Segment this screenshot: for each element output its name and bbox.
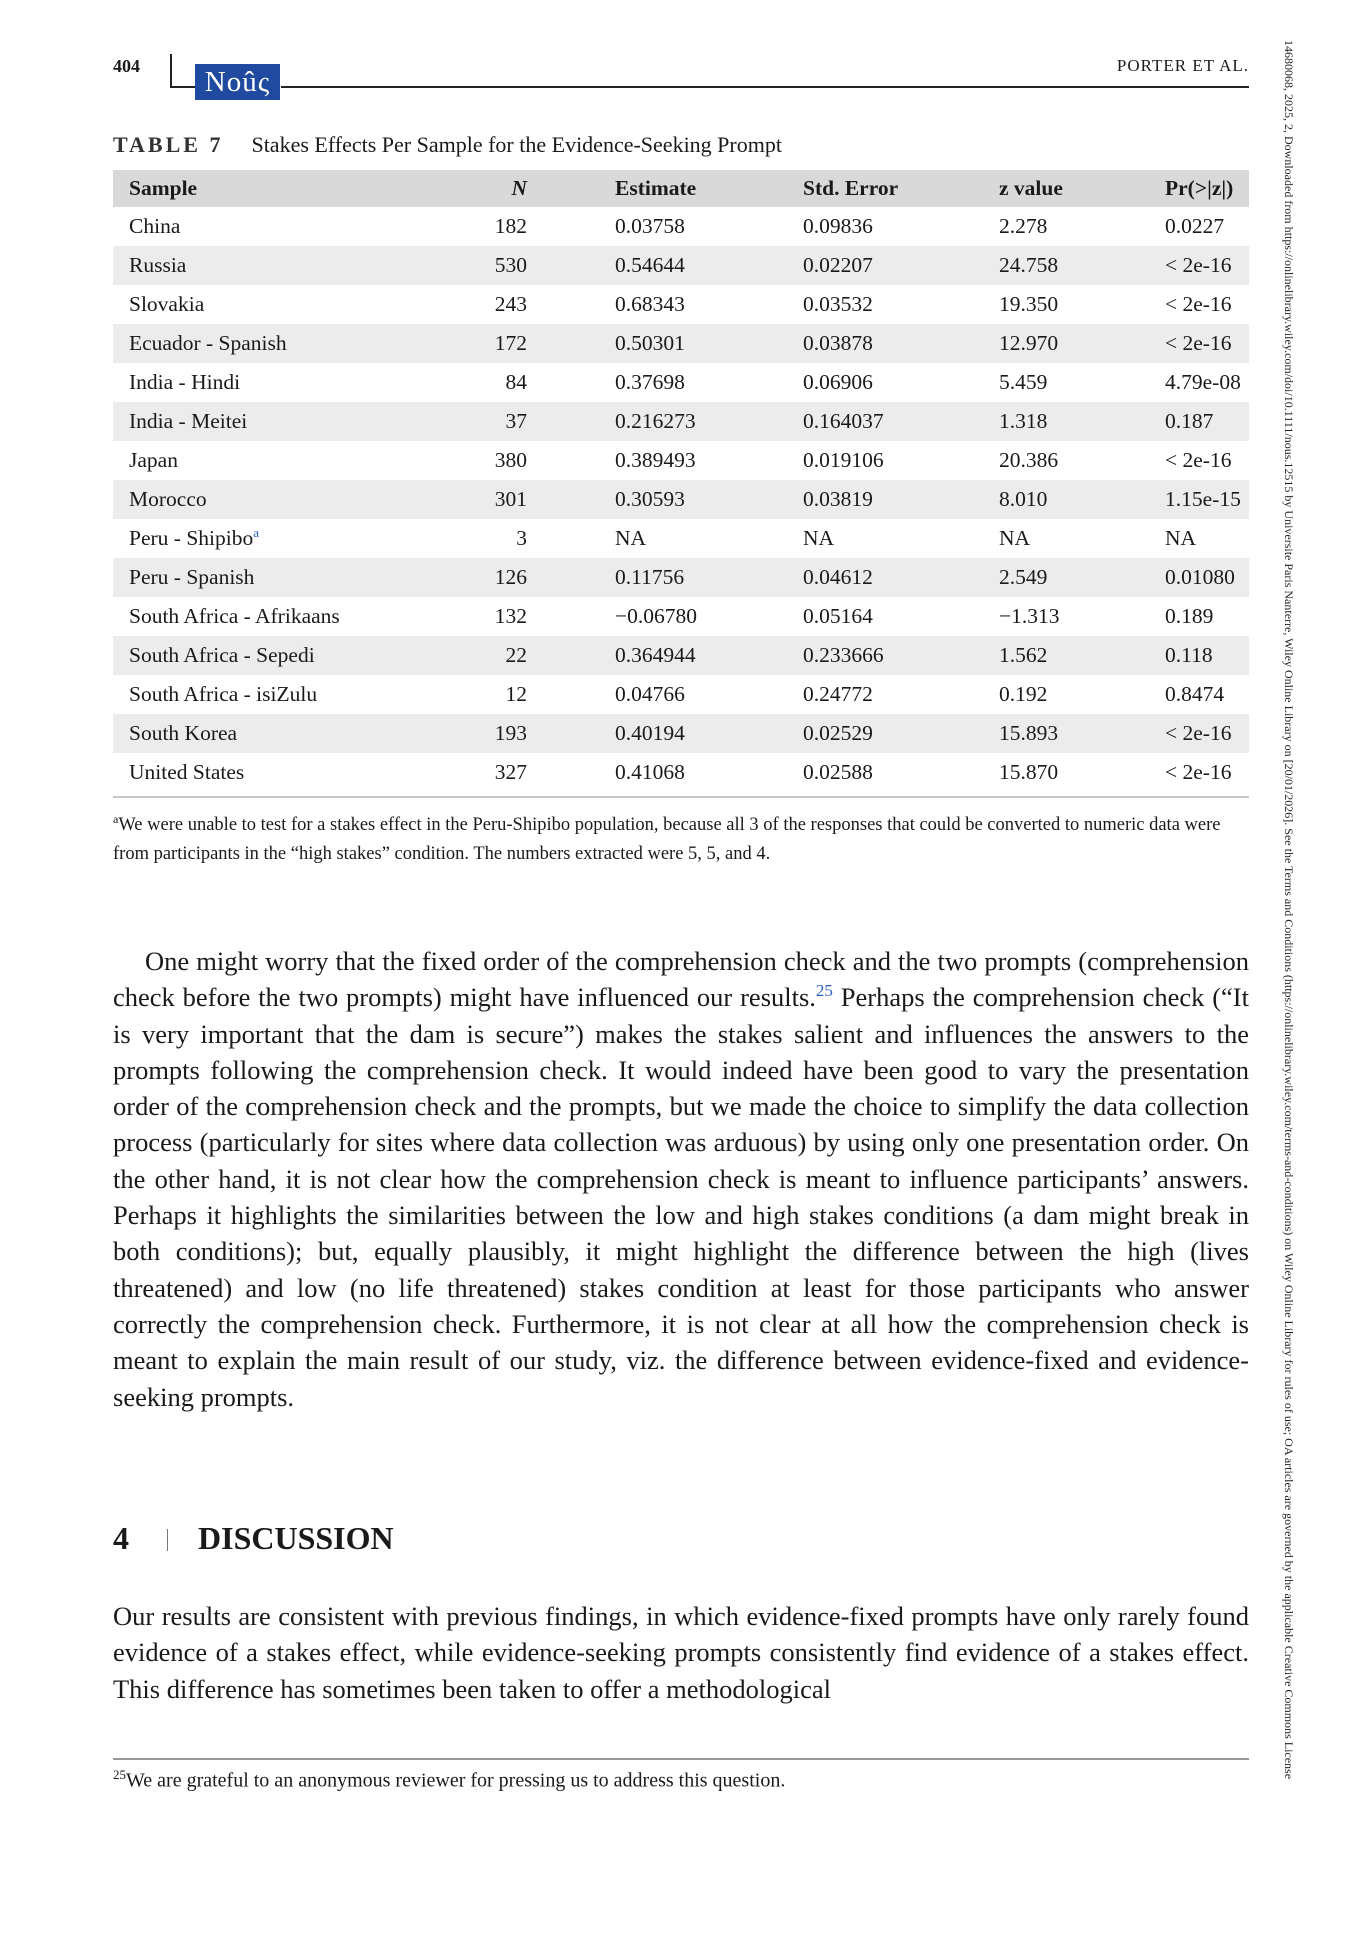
body-paragraph-2: Our results are consistent with previous findings, in which evidence-fixed prompts have only rarely found evidence of a stakes effect, while evidence-seeking prompts consistently find evidence of a stakes effect. This difference has sometimes been taken to offer a methodological xyxy=(113,1601,1249,1704)
cell-spacer xyxy=(527,246,599,285)
table-row xyxy=(113,753,1249,792)
table-row xyxy=(113,675,1249,714)
cell-sample: Peru - Spanish xyxy=(113,558,427,597)
cell-p-value: < 2e-16 xyxy=(1165,448,1232,472)
cell-std-error: 0.233666 xyxy=(787,636,983,675)
cell-p-value: 4.79e-08 xyxy=(1165,370,1241,394)
cell-std-error: 0.164037 xyxy=(787,402,983,441)
cell-p-value: < 2e-16 xyxy=(1149,324,1249,363)
cell-spacer xyxy=(527,675,599,714)
cell-sample: United States xyxy=(129,760,245,784)
cell-std-error: 0.02207 xyxy=(787,246,983,285)
cell-estimate: 0.389493 xyxy=(615,448,696,472)
cell-n: 301 xyxy=(427,480,527,519)
page-header xyxy=(113,54,1249,98)
cell-n: 126 xyxy=(427,558,527,597)
journal-logo[interactable]: Noûς xyxy=(195,64,280,100)
cell-spacer xyxy=(527,558,599,597)
cell-spacer xyxy=(527,441,599,480)
col-header-p-value: Pr(>|z|) xyxy=(1149,170,1249,207)
header-divider xyxy=(170,54,172,88)
cell-sample: Peru - Shipibo$^a$ xyxy=(129,525,260,551)
cell-z-value: 8.010 xyxy=(983,480,1149,519)
footnote xyxy=(113,1767,1249,1793)
cell-z-value: −1.313 xyxy=(999,604,1060,628)
cell-n: 172 xyxy=(427,324,527,363)
cell-std-error: 0.06906 xyxy=(803,370,873,394)
header-rule xyxy=(281,86,1249,88)
cell-std-error: 0.05164 xyxy=(803,604,873,628)
table-row xyxy=(113,714,1249,753)
cell-spacer xyxy=(527,324,599,363)
cell-n: 193 xyxy=(427,714,527,753)
cell-p-value: 1.15e-15 xyxy=(1149,480,1249,519)
table-title: Stakes Effects Per Sample for the Evidence-Seeking Prompt xyxy=(251,132,782,157)
cell-estimate: 0.364944 xyxy=(599,636,787,675)
cell-p-value: 0.0227 xyxy=(1165,214,1225,238)
cell-sample: India - Meitei xyxy=(113,402,427,441)
table-row xyxy=(113,246,1249,285)
cell-n: 182 xyxy=(494,214,527,238)
table-label: TABLE 7 xyxy=(113,132,224,157)
footnote-rule xyxy=(113,1758,1249,1760)
section-heading xyxy=(113,1520,394,1557)
cell-z-value: 24.758 xyxy=(983,246,1149,285)
cell-estimate: 0.04766 xyxy=(615,682,685,706)
cell-std-error: 0.03532 xyxy=(803,292,873,316)
cell-z-value: 1.318 xyxy=(983,402,1149,441)
cell-std-error: NA xyxy=(803,526,835,550)
cell-estimate: 0.11756 xyxy=(599,558,787,597)
cell-spacer xyxy=(527,636,599,675)
table-caption xyxy=(113,132,782,158)
col-header-z-value: z value xyxy=(983,170,1149,207)
cell-sample: India - Hindi xyxy=(129,370,241,394)
col-header-n: N xyxy=(427,170,527,207)
body-paragraph-1 xyxy=(113,943,1249,1415)
cell-n: 12 xyxy=(505,682,527,706)
cell-std-error: 0.019106 xyxy=(803,448,884,472)
cell-z-value: 19.350 xyxy=(999,292,1059,316)
cell-sample: Japan xyxy=(129,448,178,472)
section-title: DISCUSSION xyxy=(198,1520,394,1556)
section-divider xyxy=(167,1529,168,1551)
cell-estimate: 0.50301 xyxy=(599,324,787,363)
table-footnote xyxy=(113,805,1249,869)
cell-sample: Morocco xyxy=(113,480,427,519)
cell-z-value: 5.459 xyxy=(999,370,1048,394)
cell-z-value: 15.870 xyxy=(999,760,1059,784)
table-row xyxy=(113,441,1249,480)
cell-sample: South Africa - isiZulu xyxy=(129,682,318,706)
table-row xyxy=(113,402,1249,441)
table-row xyxy=(113,207,1249,246)
footnote-ref-25[interactable]: 25 xyxy=(815,981,833,1001)
cell-std-error: 0.02529 xyxy=(787,714,983,753)
cell-n: 3 xyxy=(516,526,527,550)
cell-std-error: 0.03819 xyxy=(787,480,983,519)
cell-sample: South Africa - Sepedi xyxy=(113,636,427,675)
cell-spacer xyxy=(527,363,599,402)
table-row xyxy=(113,597,1249,636)
cell-estimate: −0.06780 xyxy=(615,604,698,628)
table-row xyxy=(113,285,1249,324)
cell-sample: South Korea xyxy=(113,714,427,753)
cell-n: 22 xyxy=(427,636,527,675)
cell-z-value: NA xyxy=(999,526,1031,550)
running-authors: PORTER ET AL. xyxy=(1116,56,1249,75)
cell-std-error: 0.09836 xyxy=(803,214,873,238)
download-side-note: 14680068, 2025, 2, Downloaded from https://onlinelibrary.wiley.com/doi/10.1111/nous.12515 by Universite Paris Nanterre, Wiley Online Library on [20/01/2026]. See the Terms and Conditions (https://onlinelibrary.wiley.com/terms-and-conditions) on Wiley Online Library for rules of use; OA articles are governed by the applicable Creative Commons License xyxy=(1282,40,1296,1780)
cell-estimate: 0.54644 xyxy=(599,246,787,285)
cell-sample: Russia xyxy=(113,246,427,285)
footnote-number: 25 xyxy=(113,1767,126,1782)
section-number: 4 xyxy=(113,1520,129,1556)
cell-n: 84 xyxy=(505,370,527,394)
cell-sample: South Africa - Afrikaans xyxy=(129,604,340,628)
cell-spacer xyxy=(527,597,599,636)
stakes-effects-table xyxy=(113,170,1249,792)
cell-p-value: 0.8474 xyxy=(1165,682,1225,706)
cell-n: 132 xyxy=(494,604,527,628)
cell-z-value: 0.192 xyxy=(999,682,1048,706)
cell-std-error: 0.02588 xyxy=(803,760,873,784)
cell-n: 380 xyxy=(494,448,527,472)
paragraph-1-rest: Perhaps the comprehension check (“It is very important that the dam is secure”) makes the stakes salient and influences the answers to the prompts following the comprehension check. It would indeed have been good to vary the presentation order of the comprehension check and the prompts, but we made the choice to simplify the data collection process (particularly for sites where data collection was arduous) by using only one presentation order. On the other hand, it is not clear how the comprehension check is meant to influence participants’ answers. Perhaps it highlights the similarities between the low and high stakes conditions (a dam might break in both conditions); but, equally plausibly, it might highlight the difference between the high (lives threatened) and low (no life threatened) stakes condition at least for those participants who answer correctly the comprehension check. Furthermore, it is not clear at all how the comprehension check is meant to explain the main result of our study, viz. the difference between evidence-fixed and evidence-seeking prompts. xyxy=(113,982,1249,1412)
cell-p-value: NA xyxy=(1165,526,1197,550)
table-note-marker: a xyxy=(113,812,119,826)
cell-std-error: 0.24772 xyxy=(803,682,873,706)
cell-p-value: 0.187 xyxy=(1149,402,1249,441)
cell-std-error: 0.04612 xyxy=(787,558,983,597)
footnote-text: We are grateful to an anonymous reviewer for pressing us to address this question. xyxy=(126,1769,786,1792)
cell-spacer xyxy=(527,753,599,792)
cell-p-value: < 2e-16 xyxy=(1165,760,1232,784)
col-header-std-error: Std. Error xyxy=(787,170,983,207)
cell-spacer xyxy=(527,285,599,324)
cell-estimate: 0.216273 xyxy=(599,402,787,441)
table-row xyxy=(113,480,1249,519)
cell-p-value: < 2e-16 xyxy=(1165,292,1232,316)
cell-spacer xyxy=(527,480,599,519)
table-row xyxy=(113,519,1249,558)
page-number: 404 xyxy=(113,56,140,76)
table-note-ref[interactable]: a xyxy=(253,525,260,541)
cell-z-value: 2.549 xyxy=(983,558,1149,597)
cell-estimate: 0.41068 xyxy=(615,760,685,784)
cell-sample: Slovakia xyxy=(129,292,205,316)
cell-z-value: 2.278 xyxy=(999,214,1048,238)
cell-z-value: 1.562 xyxy=(983,636,1149,675)
cell-n: 327 xyxy=(494,760,527,784)
cell-sample: Ecuador - Spanish xyxy=(113,324,427,363)
cell-n: 37 xyxy=(427,402,527,441)
cell-spacer xyxy=(527,519,599,558)
cell-p-value: 0.118 xyxy=(1149,636,1249,675)
table-row xyxy=(113,558,1249,597)
col-header-sample: Sample xyxy=(113,170,427,207)
table-note-text: We were unable to test for a stakes effect in the Peru-Shipibo population, because all 3 of the responses that could be converted to numeric data were from participants in the “high stakes” condition. The numbers extracted were 5, 5, and 4. xyxy=(113,815,1221,865)
cell-spacer xyxy=(527,714,599,753)
header-rule-left xyxy=(170,86,196,88)
cell-z-value: 12.970 xyxy=(983,324,1149,363)
paragraph-1-start: One might worry that the fixed order of the comprehension check and the two prompts (comprehension check before the two prompts) might have influenced our results. xyxy=(113,946,1249,1013)
table-row xyxy=(113,363,1249,402)
cell-z-value: 15.893 xyxy=(983,714,1149,753)
cell-estimate: 0.37698 xyxy=(615,370,685,394)
cell-p-value: < 2e-16 xyxy=(1149,246,1249,285)
cell-sample: China xyxy=(129,214,181,238)
col-header-estimate: Estimate xyxy=(599,170,787,207)
cell-n: 243 xyxy=(494,292,527,316)
cell-estimate: 0.03758 xyxy=(615,214,685,238)
cell-estimate: 0.30593 xyxy=(599,480,787,519)
cell-z-value: 20.386 xyxy=(999,448,1059,472)
table-row xyxy=(113,636,1249,675)
cell-std-error: 0.03878 xyxy=(787,324,983,363)
cell-p-value: 0.01080 xyxy=(1149,558,1249,597)
col-header-spacer xyxy=(527,170,599,207)
cell-estimate: 0.68343 xyxy=(615,292,685,316)
cell-estimate: NA xyxy=(615,526,647,550)
cell-p-value: < 2e-16 xyxy=(1149,714,1249,753)
table-header-row xyxy=(113,170,1249,207)
cell-spacer xyxy=(527,402,599,441)
table-row xyxy=(113,324,1249,363)
table-body xyxy=(113,207,1249,792)
cell-n: 530 xyxy=(427,246,527,285)
table-bottom-rule xyxy=(113,796,1249,798)
cell-spacer xyxy=(527,207,599,246)
cell-estimate: 0.40194 xyxy=(599,714,787,753)
cell-p-value: 0.189 xyxy=(1165,604,1214,628)
